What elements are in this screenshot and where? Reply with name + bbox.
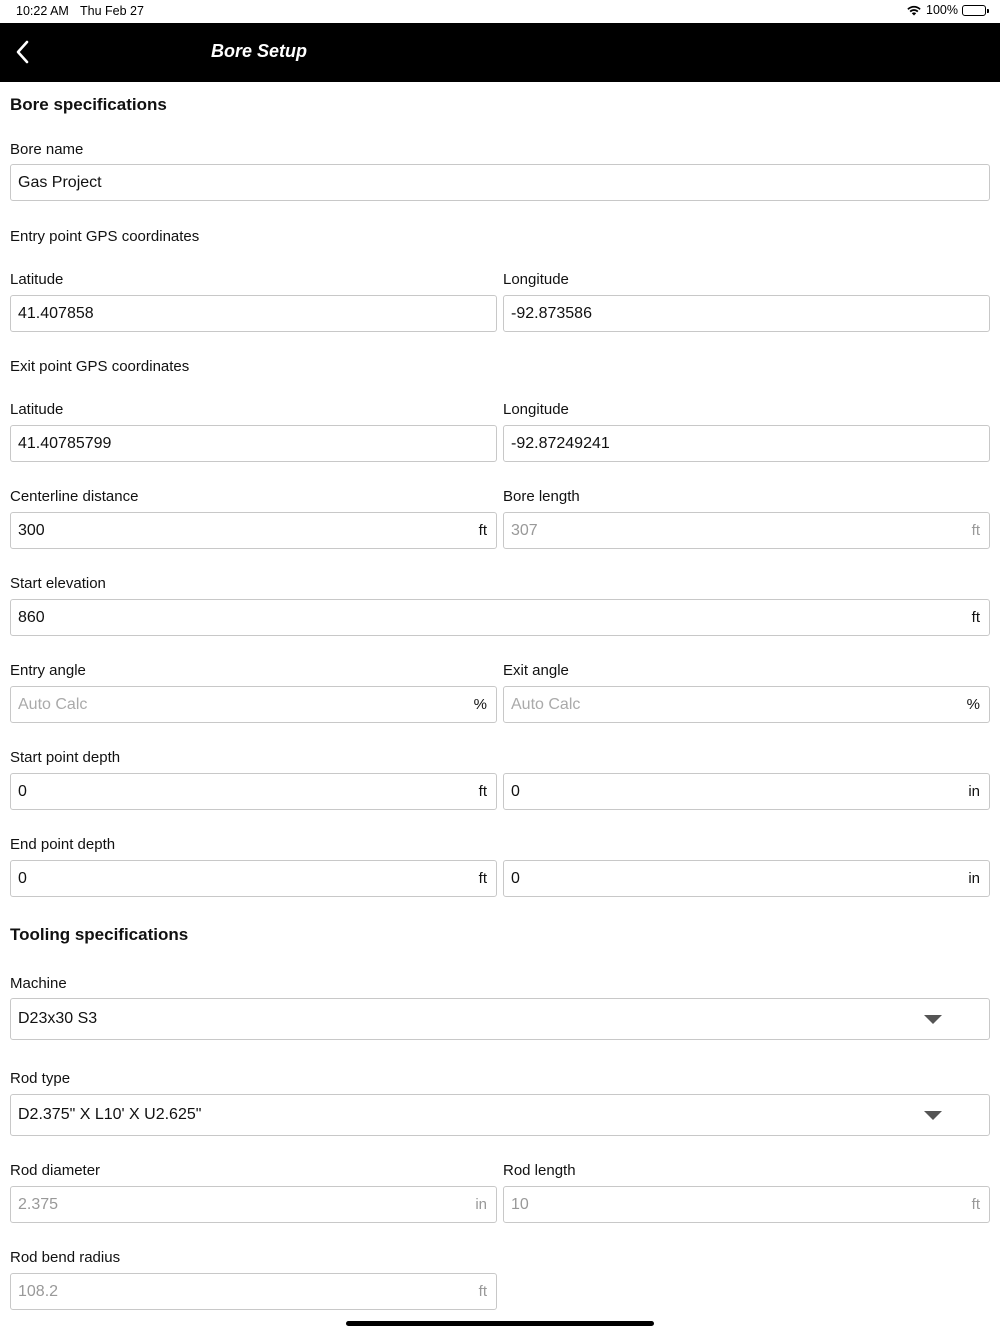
- status-right: [906, 3, 986, 17]
- wifi-icon: [906, 4, 922, 16]
- centerline-unit: ft: [478, 522, 487, 539]
- exit-longitude-label: Longitude: [503, 401, 569, 418]
- centerline-value: 300: [18, 521, 45, 539]
- exit-angle-input[interactable]: [503, 686, 990, 723]
- start-elevation-label: Start elevation: [10, 575, 106, 592]
- entry-gps-heading: Entry point GPS coordinates: [10, 228, 200, 245]
- machine-label: Machine: [10, 975, 67, 992]
- end-depth-ft-value: 0: [18, 869, 27, 887]
- exit-longitude-input[interactable]: [503, 425, 990, 462]
- entry-angle-label: Entry angle: [10, 662, 86, 679]
- rod-bend-unit: ft: [478, 1283, 487, 1300]
- entry-longitude-value: -92.873586: [511, 304, 592, 322]
- entry-angle-unit: %: [473, 696, 487, 713]
- rod-diameter-unit: in: [475, 1196, 487, 1213]
- machine-select[interactable]: [10, 998, 990, 1040]
- exit-angle-label: Exit angle: [503, 662, 569, 679]
- rod-length-field: [503, 1186, 990, 1223]
- end-depth-label: End point depth: [10, 836, 116, 853]
- start-elevation-value: 860: [18, 608, 45, 626]
- status-date: Thu Feb 27: [80, 4, 144, 18]
- exit-latitude-label: Latitude: [10, 401, 64, 418]
- centerline-input[interactable]: [10, 512, 497, 549]
- entry-latitude-label: Latitude: [10, 271, 64, 288]
- page-title: Bore Setup: [211, 41, 308, 61]
- end-depth-ft-input[interactable]: [10, 860, 497, 897]
- rod-diameter-field: [10, 1186, 497, 1223]
- rod-length-value: 10: [511, 1195, 529, 1213]
- exit-gps-heading: Exit point GPS coordinates: [10, 358, 190, 375]
- start-depth-in-unit: in: [968, 783, 980, 800]
- start-depth-ft-value: 0: [18, 782, 27, 800]
- dropdown-caret-icon: [924, 1111, 942, 1120]
- bore-length-unit: ft: [971, 522, 980, 539]
- bore-name-value: Gas Project: [18, 173, 102, 191]
- exit-angle-unit: %: [966, 696, 980, 713]
- bore-name-label: Bore name: [10, 141, 84, 158]
- rod-bend-label: Rod bend radius: [10, 1249, 121, 1266]
- entry-angle-placeholder: Auto Calc: [18, 695, 88, 713]
- rod-length-unit: ft: [971, 1196, 980, 1213]
- entry-angle-input[interactable]: [10, 686, 497, 723]
- bore-length-value: 307: [511, 521, 538, 539]
- exit-latitude-value: 41.40785799: [18, 434, 112, 452]
- entry-longitude-label: Longitude: [503, 271, 569, 288]
- machine-value: D23x30 S3: [18, 1010, 98, 1027]
- rod-bend-value: 108.2: [18, 1282, 59, 1300]
- battery-percent: 100%: [926, 3, 958, 17]
- centerline-label: Centerline distance: [10, 488, 139, 505]
- start-depth-in-input[interactable]: [503, 773, 990, 810]
- start-elevation-unit: ft: [971, 609, 980, 626]
- end-depth-ft-unit: ft: [478, 870, 487, 887]
- bore-length-label: Bore length: [503, 488, 580, 505]
- status-time: 10:22 AM: [16, 4, 69, 18]
- rod-type-value: D2.375" X L10' X U2.625": [18, 1106, 202, 1123]
- bore-specs-title: Bore specifications: [10, 95, 167, 114]
- exit-angle-placeholder: Auto Calc: [511, 695, 581, 713]
- home-indicator[interactable]: [346, 1321, 654, 1326]
- rod-type-select[interactable]: [10, 1094, 990, 1136]
- bore-length-field: [503, 512, 990, 549]
- battery-icon: [962, 5, 986, 16]
- exit-latitude-input[interactable]: [10, 425, 497, 462]
- start-depth-label: Start point depth: [10, 749, 121, 766]
- rod-diameter-label: Rod diameter: [10, 1162, 101, 1179]
- start-depth-in-value: 0: [511, 782, 520, 800]
- rod-diameter-value: 2.375: [18, 1195, 59, 1213]
- dropdown-caret-icon: [924, 1015, 942, 1024]
- start-depth-ft-unit: ft: [478, 783, 487, 800]
- back-chevron-icon[interactable]: [10, 37, 40, 67]
- status-bar: [0, 0, 1000, 23]
- tooling-specs-title: Tooling specifications: [10, 925, 189, 944]
- nav-bar: [0, 23, 1000, 82]
- rod-bend-field: [10, 1273, 497, 1310]
- rod-type-label: Rod type: [10, 1070, 71, 1087]
- bore-name-input[interactable]: [10, 164, 990, 201]
- start-depth-ft-input[interactable]: [10, 773, 497, 810]
- end-depth-in-unit: in: [968, 870, 980, 887]
- exit-longitude-value: -92.87249241: [511, 434, 610, 452]
- entry-latitude-input[interactable]: [10, 295, 497, 332]
- start-elevation-input[interactable]: [10, 599, 990, 636]
- end-depth-in-input[interactable]: [503, 860, 990, 897]
- entry-latitude-value: 41.407858: [18, 304, 94, 322]
- entry-longitude-input[interactable]: [503, 295, 990, 332]
- rod-length-label: Rod length: [503, 1162, 576, 1179]
- end-depth-in-value: 0: [511, 869, 520, 887]
